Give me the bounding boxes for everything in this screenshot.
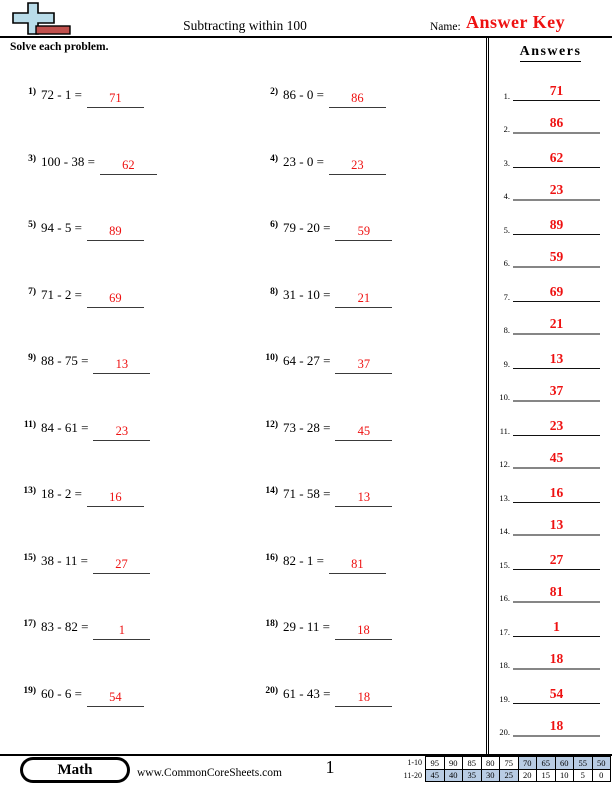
grading-score-cell: 75 [500, 757, 519, 770]
answer-row [489, 268, 612, 302]
problem-answer: 81 [351, 556, 364, 571]
answer-value: 54 [549, 685, 564, 701]
subject-badge-label: Math [23, 760, 127, 780]
subject-badge [20, 757, 130, 783]
problem-item [14, 260, 256, 327]
problems-grid [14, 60, 484, 725]
problem-number: 17) [23, 619, 36, 630]
grading-score-cell: 20 [518, 769, 537, 782]
answer-row [489, 134, 612, 168]
problem-item [256, 193, 484, 260]
grading-score-cell: 15 [537, 769, 556, 782]
answer-row [489, 335, 612, 369]
answer-row [489, 302, 612, 336]
problem-number: 16) [265, 552, 278, 563]
problem-answer: 86 [351, 91, 364, 105]
answer-value: 21 [549, 316, 564, 332]
answer-line [513, 484, 600, 503]
problem-number: 14) [265, 486, 278, 497]
answer-line [513, 149, 600, 168]
grading-score-cell: 55 [574, 757, 593, 770]
problem-expression: 83 - 82 = [41, 619, 89, 635]
answer-line [513, 350, 600, 369]
problem-answer: 45 [357, 423, 371, 438]
grading-score-cell: 60 [555, 757, 574, 770]
answer-value: 13 [549, 517, 564, 533]
answer-key-label: Answer Key [466, 12, 566, 32]
problem-answer: 71 [109, 91, 122, 105]
problem-answer-blank [100, 156, 157, 175]
problem-answer-blank [335, 355, 392, 374]
problem-answer-blank [87, 488, 144, 507]
answer-number: 17. [499, 626, 510, 637]
problem-number: 1) [28, 87, 36, 97]
answer-line [513, 315, 600, 335]
answer-value: 27 [549, 551, 564, 567]
problem-item [14, 127, 256, 194]
problem-expression: 84 - 61 = [41, 419, 89, 435]
answer-row [489, 369, 612, 403]
problem-number: 3) [28, 153, 36, 164]
answer-row [489, 235, 612, 269]
problem-answer-blank [93, 621, 150, 640]
problem-item [14, 60, 256, 127]
answer-value: 23 [549, 182, 564, 198]
problem-item [256, 326, 484, 393]
problem-answer-blank [329, 555, 386, 574]
answer-line [513, 516, 600, 536]
answer-row [489, 536, 612, 570]
grading-score-cell: 30 [481, 769, 500, 782]
problem-number: 19) [23, 685, 36, 696]
problem-number: 15) [23, 552, 36, 563]
grading-score-cell: 90 [444, 757, 463, 770]
problem-expression: 82 - 1 = [283, 552, 324, 568]
problem-number: 12) [265, 419, 278, 430]
answer-row [489, 67, 612, 101]
grading-row-label: 1-10 [407, 758, 422, 768]
answer-number: 11. [499, 425, 510, 436]
problem-number: 13) [23, 486, 36, 497]
answer-row [489, 469, 612, 503]
answer-number: 3. [503, 157, 510, 168]
problem-expression: 18 - 2 = [41, 486, 82, 502]
grading-row [388, 769, 611, 782]
grading-table [388, 756, 611, 782]
answer-row [489, 637, 612, 671]
problem-number: 20) [265, 685, 278, 696]
answer-row [489, 168, 612, 202]
answer-number: 9. [503, 358, 510, 369]
answer-line [513, 283, 600, 302]
problem-expression: 23 - 0 = [283, 153, 324, 169]
grading-score-cell: 85 [463, 757, 482, 770]
answer-line [513, 551, 600, 570]
problem-answer: 16 [109, 490, 122, 505]
grading-score-cell: 80 [481, 757, 500, 770]
problem-item [256, 659, 484, 726]
problem-expression: 79 - 20 = [283, 220, 331, 236]
answer-line [513, 382, 600, 402]
answer-value: 69 [549, 283, 564, 299]
problem-answer-blank [329, 156, 386, 175]
problem-answer-blank [93, 355, 150, 374]
answer-number: 16. [499, 593, 510, 604]
answer-number: 2. [503, 124, 510, 135]
problem-expression: 88 - 75 = [41, 353, 89, 369]
problem-answer-blank [329, 89, 386, 108]
problem-number: 6) [270, 220, 278, 231]
problem-number: 2) [270, 87, 278, 97]
problem-item [14, 526, 256, 593]
page-title: Subtracting within 100 [183, 18, 307, 33]
answer-line [513, 114, 600, 134]
problem-item [14, 193, 256, 260]
problem-item [14, 326, 256, 393]
problem-answer: 21 [357, 290, 371, 305]
problem-answer: 23 [351, 157, 364, 172]
answer-value: 45 [549, 450, 564, 466]
problem-number: 10) [265, 353, 278, 364]
answer-row [489, 402, 612, 436]
answer-value: 18 [549, 651, 564, 667]
answer-value: 86 [549, 115, 564, 131]
answer-number: 5. [503, 224, 510, 235]
problem-answer-blank [335, 621, 392, 640]
answer-row [489, 603, 612, 637]
answer-number: 18. [499, 660, 510, 671]
grading-score-cell: 95 [426, 757, 445, 770]
grading-row-label: 11-20 [403, 770, 422, 780]
problem-expression: 29 - 11 = [283, 619, 330, 635]
problem-answer-blank [335, 488, 392, 507]
problem-answer-blank [93, 422, 150, 441]
answer-line [513, 216, 600, 235]
grading-score-cell: 65 [537, 757, 556, 770]
answer-line [513, 82, 600, 101]
grading-score-cell: 40 [444, 769, 463, 782]
answer-number: 1. [503, 90, 510, 101]
problem-number: 9) [28, 353, 36, 364]
problem-expression: 38 - 11 = [41, 552, 88, 568]
problem-item [256, 526, 484, 593]
answer-value: 89 [549, 216, 564, 232]
problem-item [14, 592, 256, 659]
problem-answer: 37 [357, 357, 371, 372]
answer-number: 20. [499, 727, 510, 738]
grading-score-cell: 45 [426, 769, 445, 782]
problem-number: 11) [23, 419, 36, 430]
answer-value: 1 [553, 618, 560, 634]
answer-row [489, 570, 612, 604]
answer-value: 81 [549, 584, 564, 600]
grading-score-cell: 0 [592, 769, 611, 782]
answer-number: 15. [499, 559, 510, 570]
grading-score-cell: 10 [555, 769, 574, 782]
grading-row [388, 757, 611, 770]
answer-value: 71 [549, 82, 564, 98]
grading-score-cell: 25 [500, 769, 519, 782]
answer-line [513, 618, 600, 637]
problem-answer: 13 [357, 490, 371, 505]
problem-answer: 18 [357, 689, 371, 704]
answers-title: Answers [489, 42, 612, 62]
problem-answer-blank [335, 289, 392, 308]
answer-number: 4. [503, 191, 510, 202]
answer-number: 8. [503, 325, 510, 336]
problem-expression: 61 - 43 = [283, 685, 331, 701]
problem-expression: 31 - 10 = [283, 286, 331, 302]
answer-number: 12. [499, 459, 510, 470]
problem-number: 4) [270, 153, 278, 164]
answer-line [513, 248, 600, 268]
problem-expression: 72 - 1 = [41, 87, 82, 102]
grading-score-cell: 35 [463, 769, 482, 782]
problem-item [256, 459, 484, 526]
problem-answer-blank [93, 555, 150, 574]
answer-row [489, 201, 612, 235]
problem-item [256, 393, 484, 460]
answers-list [489, 67, 612, 737]
problem-answer-blank [87, 688, 144, 707]
grading-score-cell: 5 [574, 769, 593, 782]
problem-item [14, 393, 256, 460]
answer-line [513, 685, 600, 704]
answer-row [489, 503, 612, 537]
answer-value: 16 [549, 484, 564, 500]
problem-item [256, 60, 484, 127]
problem-answer-blank [87, 89, 144, 108]
problem-item [14, 659, 256, 726]
problem-answer-blank [335, 222, 392, 241]
answer-line [513, 717, 600, 737]
problem-answer: 13 [115, 357, 129, 372]
problem-answer: 62 [122, 157, 135, 172]
answer-row [489, 101, 612, 135]
page-number: 1 [325, 757, 335, 777]
problem-answer: 23 [115, 423, 129, 438]
problem-answer: 54 [109, 689, 122, 704]
problem-item [256, 127, 484, 194]
problem-number: 8) [270, 286, 278, 297]
problem-expression: 60 - 6 = [41, 685, 82, 701]
problem-expression: 71 - 58 = [283, 486, 331, 502]
answer-value: 18 [549, 718, 564, 734]
problem-number: 18) [265, 619, 278, 630]
problem-answer-blank [87, 222, 144, 241]
answer-row [489, 436, 612, 470]
answers-panel [486, 38, 612, 755]
problem-answer: 1 [118, 623, 126, 638]
answer-line [513, 650, 600, 670]
answer-number: 13. [499, 492, 510, 503]
answer-value: 62 [549, 149, 564, 165]
problem-answer: 59 [357, 224, 371, 239]
instructions-text: Solve each problem. [10, 41, 109, 53]
answer-row [489, 704, 612, 738]
answer-number: 14. [499, 526, 510, 537]
problem-answer-blank [335, 422, 392, 441]
answer-number: 6. [503, 258, 510, 269]
answer-value: 13 [549, 350, 564, 366]
problem-number: 7) [28, 286, 36, 297]
problem-answer: 89 [109, 224, 122, 239]
problem-expression: 64 - 27 = [283, 353, 331, 369]
grading-score-cell: 50 [592, 757, 611, 770]
problem-expression: 73 - 28 = [283, 419, 331, 435]
problem-answer-blank [335, 688, 392, 707]
problem-expression: 94 - 5 = [41, 220, 82, 236]
grading-score-cell: 70 [518, 757, 537, 770]
answer-value: 59 [549, 249, 564, 265]
name-label: Name: [430, 21, 461, 33]
answer-line [513, 583, 600, 603]
problem-expression: 86 - 0 = [283, 87, 324, 102]
answer-line [513, 181, 600, 201]
answer-line [513, 417, 600, 436]
problem-answer: 18 [357, 623, 370, 638]
answer-number: 19. [499, 693, 510, 704]
problem-answer: 27 [115, 556, 128, 571]
problem-number: 5) [28, 220, 36, 231]
answer-row [489, 670, 612, 704]
website-text: www.CommonCoreSheets.com [137, 767, 282, 779]
answer-value: 23 [549, 417, 564, 433]
problem-expression: 100 - 38 = [41, 153, 95, 169]
problem-answer: 69 [109, 290, 122, 305]
problem-item [256, 260, 484, 327]
answer-number: 10. [499, 392, 510, 403]
answer-number: 7. [503, 291, 510, 302]
problem-item [14, 459, 256, 526]
answer-value: 37 [549, 383, 564, 399]
answer-line [513, 449, 600, 469]
problem-answer-blank [87, 289, 144, 308]
problem-item [256, 592, 484, 659]
problem-expression: 71 - 2 = [41, 286, 82, 302]
